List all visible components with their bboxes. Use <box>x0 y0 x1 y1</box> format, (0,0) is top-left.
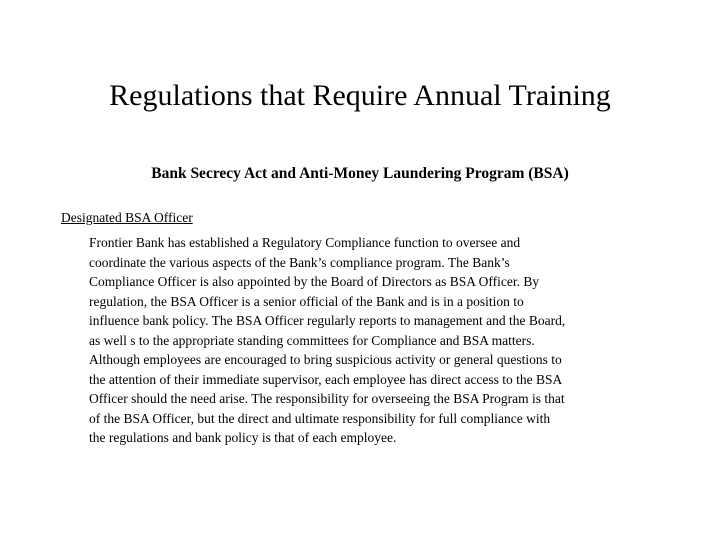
body-line: of the BSA Officer, but the direct and ultimate responsibility for full compliance with <box>89 410 551 426</box>
section-heading: Designated BSA Officer <box>61 210 193 225</box>
body-line: the regulations and bank policy is that of each employee. <box>89 430 397 445</box>
slide-subtitle: Bank Secrecy Act and Anti-Money Laundering Program (BSA) <box>151 165 569 182</box>
body-line: coordinate the various aspects of the Bank’s compliance program. The Bank’s <box>89 254 510 270</box>
slide-title: Regulations that Require Annual Training <box>109 79 611 112</box>
section-body <box>89 233 669 448</box>
body-line: regulation, the BSA Officer is a senior official of the Bank and is in a position to <box>89 293 524 309</box>
body-line: Frontier Bank has established a Regulatory Compliance function to oversee and <box>89 235 521 250</box>
body-line: Although employees are encouraged to bring suspicious activity or general questions to <box>89 352 562 367</box>
body-line: Compliance Officer is also appointed by the Board of Directors as BSA Officer. By <box>89 274 540 289</box>
body-line: Officer should the need arise. The responsibility for overseeing the BSA Program is that <box>89 391 565 406</box>
body-line: influence bank policy. The BSA Officer regularly reports to management and the Board, <box>89 313 566 328</box>
body-line: the attention of their immediate supervisor, each employee has direct access to the BSA <box>89 371 563 387</box>
body-line: as well s to the appropriate standing committees for Compliance and BSA matters. <box>89 332 535 348</box>
